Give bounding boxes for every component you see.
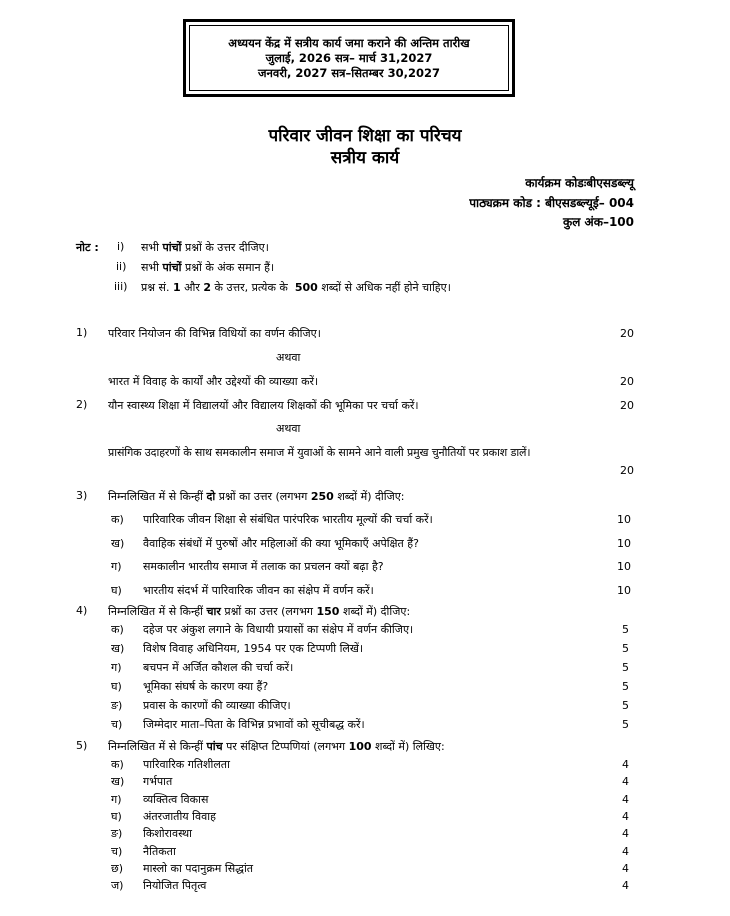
- subquestion-number: घ): [111, 583, 122, 597]
- question-number: 4): [76, 604, 88, 617]
- subquestion-marks: 4: [622, 879, 629, 893]
- subquestion-marks: 5: [622, 623, 629, 636]
- question-marks: 20: [620, 375, 634, 388]
- subquestion-number: ङ): [111, 827, 123, 841]
- deadline-heading: अध्ययन केंद्र में सत्रीय कार्य जमा कराने की अन्तिम तारीख: [228, 35, 470, 50]
- subquestion-text: व्यक्तित्व विकास: [143, 792, 209, 806]
- question-intro: निम्नलिखित में से किन्हीं चार प्रश्नों का उत्तर (लगभग 150 शब्दों में) दीजिए:: [108, 605, 411, 618]
- page-subtitle: सत्रीय कार्य: [330, 148, 400, 168]
- or-separator: अथवा: [276, 422, 301, 435]
- subquestion-marks: 5: [622, 642, 629, 655]
- note-item-text: प्रश्न सं. 1 और 2 के उत्तर, प्रत्येक के 500 शब्दों से अधिक नहीं होने चाहिए।: [141, 281, 451, 294]
- question-text: परिवार नियोजन की विभिन्न विधियों का वर्णन कीजिए।: [108, 327, 321, 340]
- subquestion-number: ख): [111, 642, 125, 655]
- subquestion-marks: 4: [622, 775, 629, 789]
- note-item-text: सभी पांचों प्रश्नों के अंक समान हैं।: [141, 261, 275, 274]
- subquestion-number: छ): [111, 861, 124, 875]
- subquestion-number: ग): [111, 792, 122, 806]
- or-separator: अथवा: [276, 351, 301, 364]
- note-item-num: i): [117, 240, 125, 253]
- subquestion-marks: 10: [617, 560, 631, 573]
- subquestion-text: दहेज पर अंकुश लगाने के विधायी प्रयासों का संक्षेप में वर्णन कीजिए।: [143, 623, 414, 636]
- subquestion-number: क): [111, 513, 124, 526]
- subquestion-number: क): [111, 623, 124, 636]
- subquestion-marks: 4: [622, 758, 629, 771]
- course-code: पाठ्यक्रम कोड : बीएसडब्ल्यूई– 004: [469, 196, 634, 210]
- subquestion-text: वैवाहिक संबंधों में पुरुषों और महिलाओं की क्या भूमिकाएँ अपेक्षित हैं?: [143, 536, 419, 550]
- subquestion-text: विशेष विवाह अधिनियम, 1954 पर एक टिप्पणी लिखें।: [143, 642, 364, 655]
- question-text: यौन स्वास्थ्य शिक्षा में विद्यालयों और विद्यालय शिक्षकों की भूमिका पर चर्चा करें।: [108, 399, 419, 412]
- subquestion-marks: 5: [622, 661, 629, 674]
- subquestion-marks: 10: [617, 536, 631, 550]
- deadline-box: [183, 19, 515, 97]
- subquestion-text: समकालीन भारतीय समाज में तलाक का प्रचलन क्यों बढ़ा है?: [143, 560, 384, 573]
- subquestion-marks: 4: [622, 792, 629, 806]
- subquestion-text: पारिवारिक गतिशीलता: [143, 758, 230, 771]
- note-item-num: ii): [116, 260, 127, 273]
- subquestion-number: ङ): [111, 699, 123, 712]
- programme-code: कार्यक्रम कोडःबीएसडब्ल्यू: [525, 176, 634, 190]
- subquestion-marks: 4: [622, 809, 629, 823]
- subquestion-text: नियोजित पितृत्व: [143, 879, 207, 893]
- subquestion-number: ख): [111, 536, 125, 550]
- subquestion-number: च): [111, 718, 123, 731]
- subquestion-marks: 10: [617, 513, 631, 526]
- deadline-january-session: जनवरी, 2027 सत्र–सितम्बर 30,2027: [258, 65, 440, 80]
- subquestion-text: मास्लो का पदानुक्रम सिद्धांत: [143, 861, 254, 875]
- question-marks: 20: [620, 399, 634, 412]
- question-number: 3): [76, 489, 88, 502]
- note-label: नोट :: [76, 241, 99, 254]
- subquestion-text: जिम्मेदार माता–पिता के विभिन्न प्रभावों को सूचीबद्ध करें।: [143, 718, 365, 731]
- subquestion-marks: 5: [622, 680, 629, 693]
- question-number: 1): [76, 326, 88, 339]
- page-title: परिवार जीवन शिक्षा का परिचय: [268, 126, 462, 146]
- question-marks: 20: [620, 464, 634, 477]
- deadline-july-session: जुलाई, 2026 सत्र– मार्च 31,2027: [265, 50, 433, 65]
- subquestion-number: ख): [111, 775, 125, 789]
- question-number: 5): [76, 739, 88, 752]
- subquestion-marks: 4: [622, 827, 629, 841]
- subquestion-text: नैतिकता: [143, 844, 176, 858]
- subquestion-number: ज): [111, 879, 124, 893]
- subquestion-text: भूमिका संघर्ष के कारण क्या हैं?: [143, 680, 269, 693]
- subquestion-marks: 5: [622, 699, 629, 712]
- subquestion-number: घ): [111, 680, 122, 693]
- subquestion-number: क): [111, 758, 124, 771]
- question-alt-text: भारत में विवाह के कार्यों और उद्देश्यों की व्याख्या करें।: [108, 375, 319, 388]
- note-item-num: iii): [114, 280, 128, 293]
- subquestion-number: ग): [111, 560, 122, 573]
- question-number: 2): [76, 398, 88, 411]
- subquestion-marks: 5: [622, 718, 629, 731]
- subquestion-text: गर्भपात: [143, 775, 173, 789]
- subquestion-marks: 4: [622, 861, 629, 875]
- subquestion-text: अंतरजातीय विवाह: [143, 809, 216, 823]
- subquestion-text: पारिवारिक जीवन शिक्षा से संबंधित पारंपरिक भारतीय मूल्यों की चर्चा करें।: [143, 513, 433, 526]
- subquestion-text: प्रवास के कारणों की व्याख्या कीजिए।: [143, 699, 291, 712]
- subquestion-marks: 4: [622, 844, 629, 858]
- subquestion-text: बचपन में अर्जित कौशल की चर्चा करें।: [143, 661, 294, 674]
- subquestion-text: भारतीय संदर्भ में पारिवारिक जीवन का संक्षेप में वर्णन करें।: [143, 583, 374, 597]
- subquestion-text: किशोरावस्था: [143, 827, 193, 841]
- subquestion-marks: 10: [617, 583, 631, 597]
- question-intro: निम्नलिखित में से किन्हीं पांच पर संक्षिप्त टिप्पणियां (लगभग 100 शब्दों में) लिखिए:: [108, 740, 445, 753]
- question-alt-text: प्रासंगिक उदाहरणों के साथ समकालीन समाज में युवाओं के सामने आने वाली प्रमुख चुनौतियों पर प्रकाश डालें।: [108, 446, 531, 459]
- note-item-text: सभी पांचों प्रश्नों के उत्तर दीजिए।: [141, 241, 269, 254]
- question-intro: निम्नलिखित में से किन्हीं दो प्रश्नों का उत्तर (लगभग 250 शब्दों में) दीजिए:: [108, 490, 405, 503]
- question-marks: 20: [620, 327, 634, 340]
- subquestion-number: ग): [111, 661, 122, 674]
- total-marks: कुल अंक–100: [563, 215, 634, 229]
- subquestion-number: च): [111, 844, 123, 858]
- subquestion-number: घ): [111, 809, 122, 823]
